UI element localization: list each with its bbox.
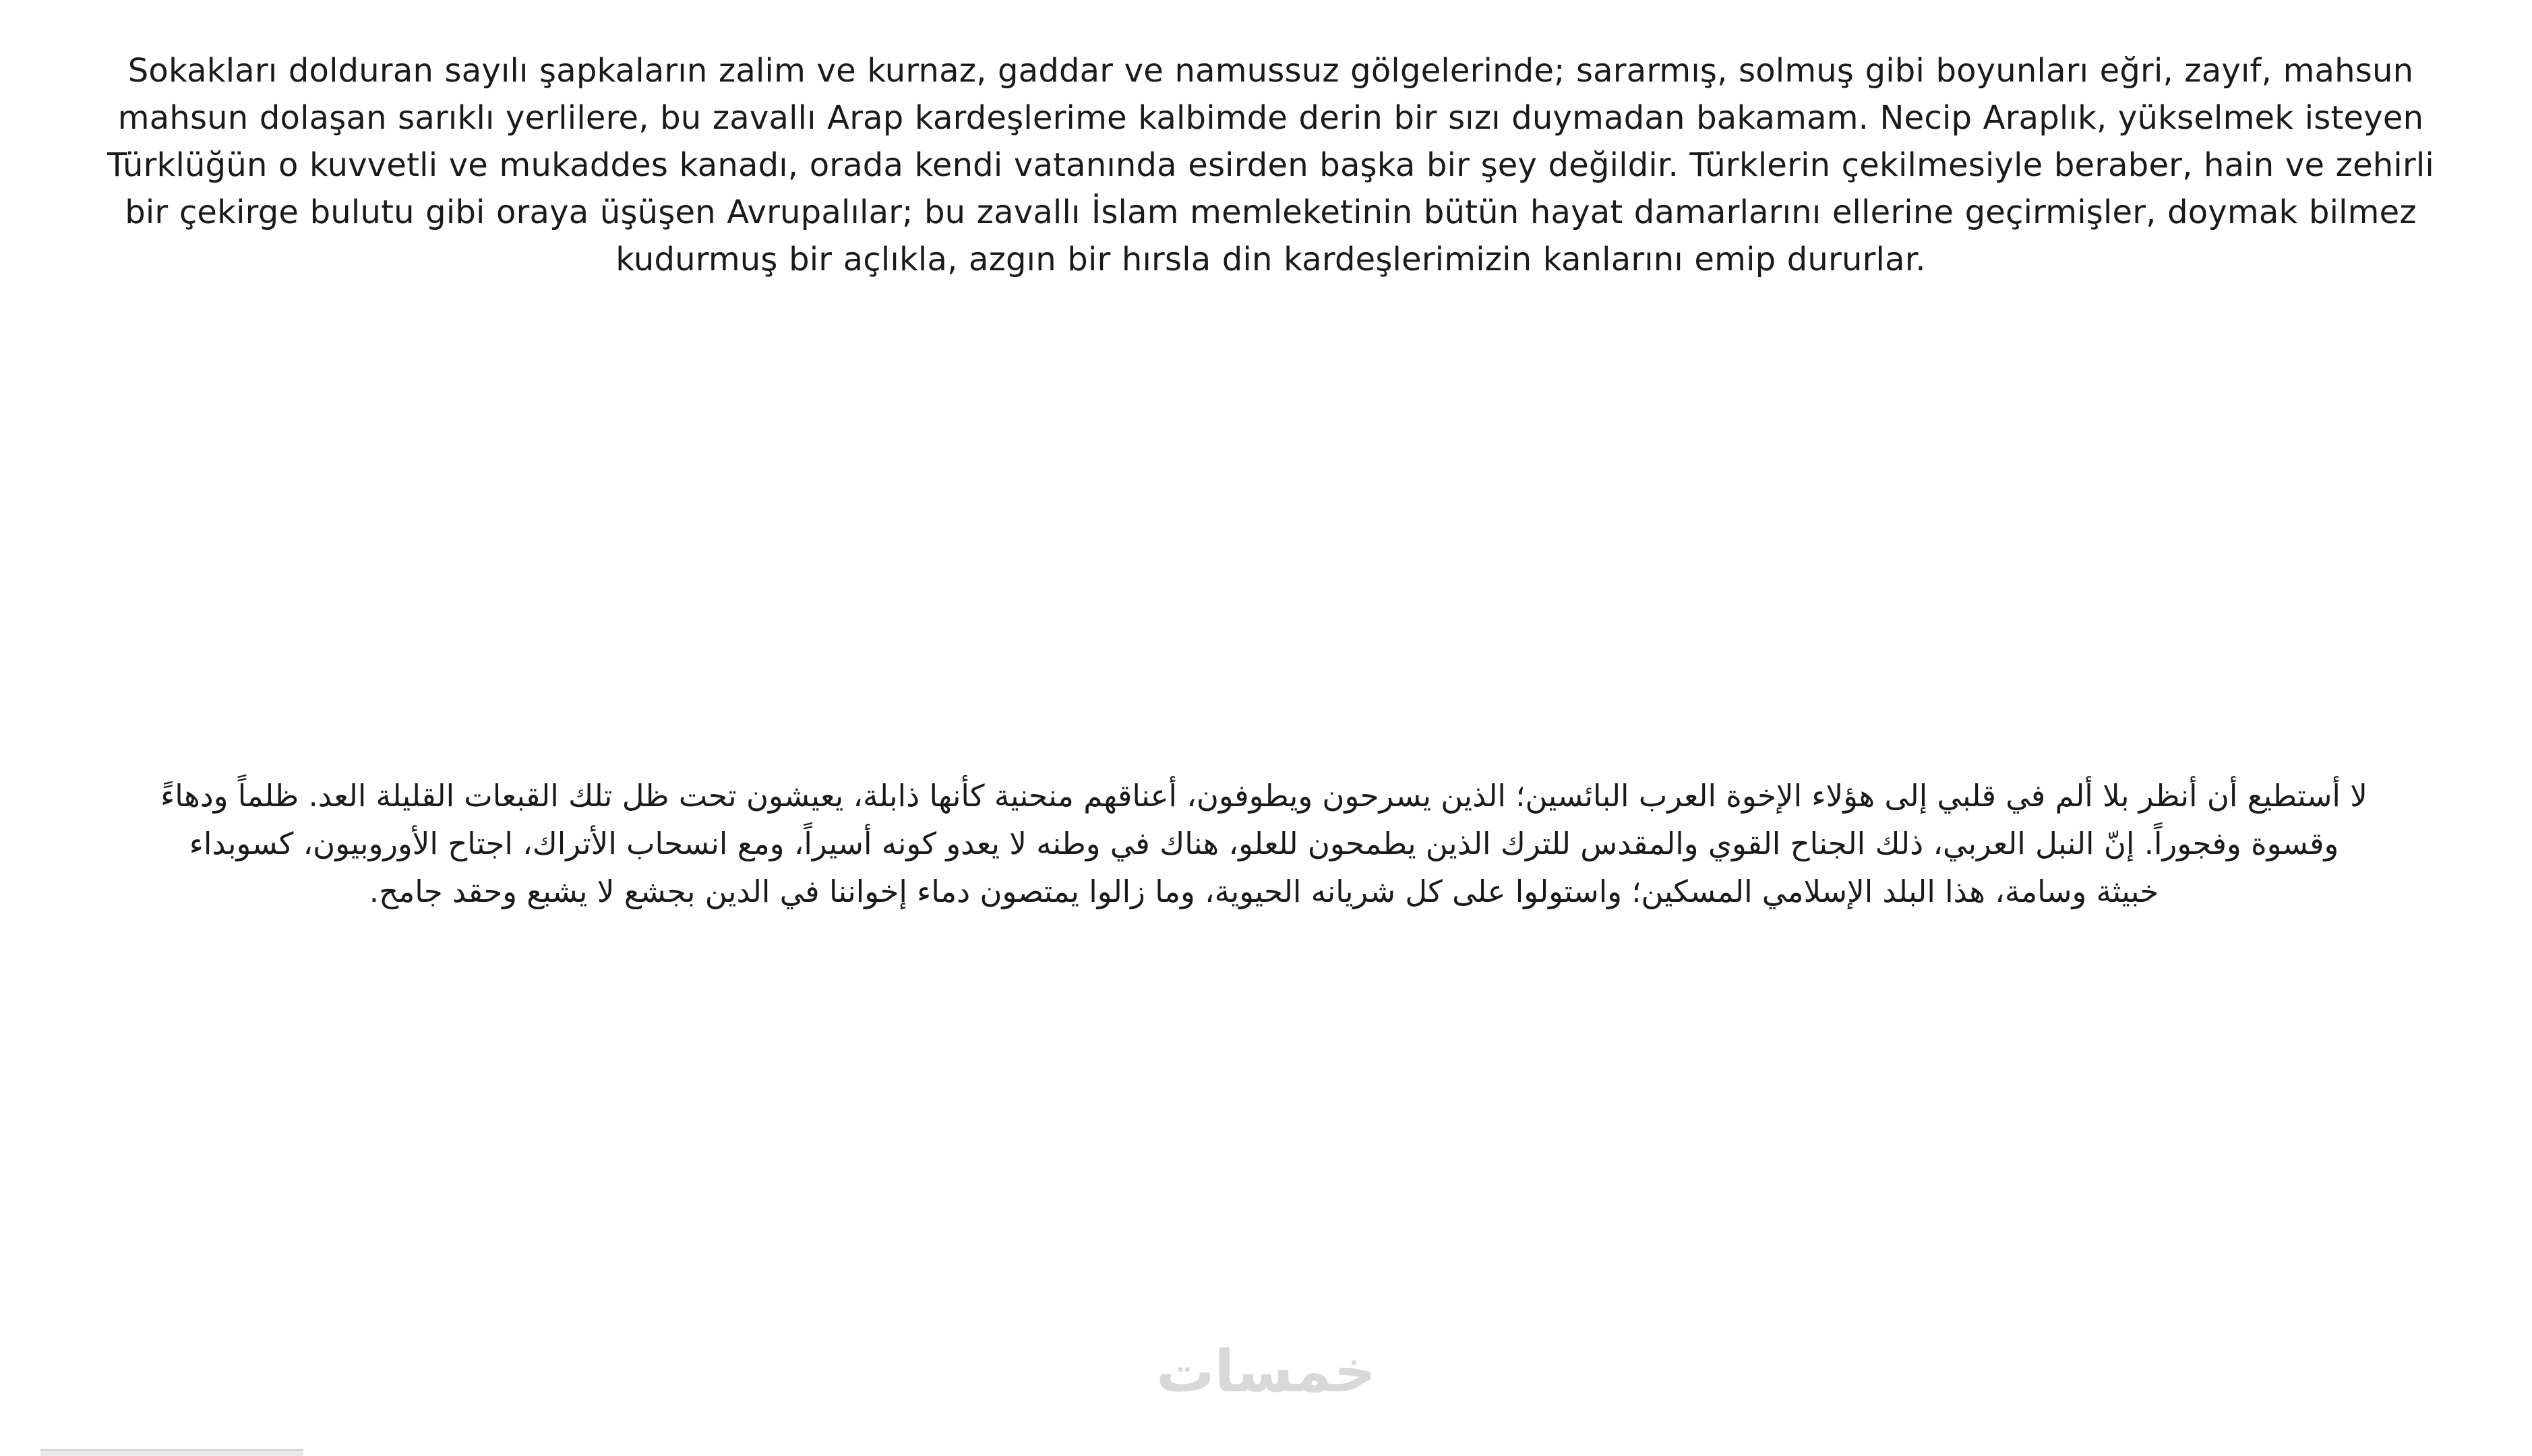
arabic-paragraph-text: لا أستطيع أن أنظر بلا ألم في قلبي إلى هؤلاء الإخوة العرب البائسين؛ الذين يسرحون ويطوفون، أعناقهم منحنية كأنها ذابلة، يعيشون تحت ظل تلك القبعات القليلة العد. ظلماً ودهاءً وقسوة وفجوراً. إنّ النبل العربي، ذلك الجناح القوي والمقدس للترك الذين يطمحون للعلو، هناك في وطنه لا يعدو كونه أسيراً، ومع انسحاب الأتراك، اجتاح الأوروبيون، كسوبداء خبيثة وسامة، هذا البلد الإسلامي المسكين؛ واستولوا على كل شريانه الحيوية، وما زالوا يمتصون دماء إخواننا في الدين بجشع لا يشبع وحقد جامح.	[160, 778, 2368, 910]
bottom-edge	[0, 1447, 2532, 1456]
watermark-text: خمسات	[1156, 1338, 1376, 1405]
turkish-paragraph-text: Sokakları dolduran sayılı şapkaların zalim ve kurnaz, gaddar ve namussuz gölgelerinde; sararmış, solmuş gibi boyunları eğri, zayıf, mahsun mahsun dolaşan sarıklı yerlilere, bu zavallı Arap kardeşlerime kalbimde derin bir sızı duymadan bakamam. Necip Araplık, yükselmek isteyen Türklüğün o kuvvetli ve mukaddes kanadı, orada kendi vatanında esirden başka bir şey değildir. Türklerin çekilmesiyle beraber, hain ve zehirli bir çekirge bulutu gibi oraya üşüşen Avrupalılar; bu zavallı İslam memleketinin bütün hayat damarlarını ellerine geçirmişler, doymak bilmez kudurmuş bir açlıkla, azgın bir hırsla din kardeşlerimizin kanlarını emip dururlar.	[107, 52, 2434, 279]
watermark	[0, 1338, 2532, 1405]
arabic-paragraph-block	[155, 772, 2373, 915]
bottom-edge-segment	[40, 1449, 303, 1456]
turkish-paragraph-block	[94, 47, 2447, 283]
